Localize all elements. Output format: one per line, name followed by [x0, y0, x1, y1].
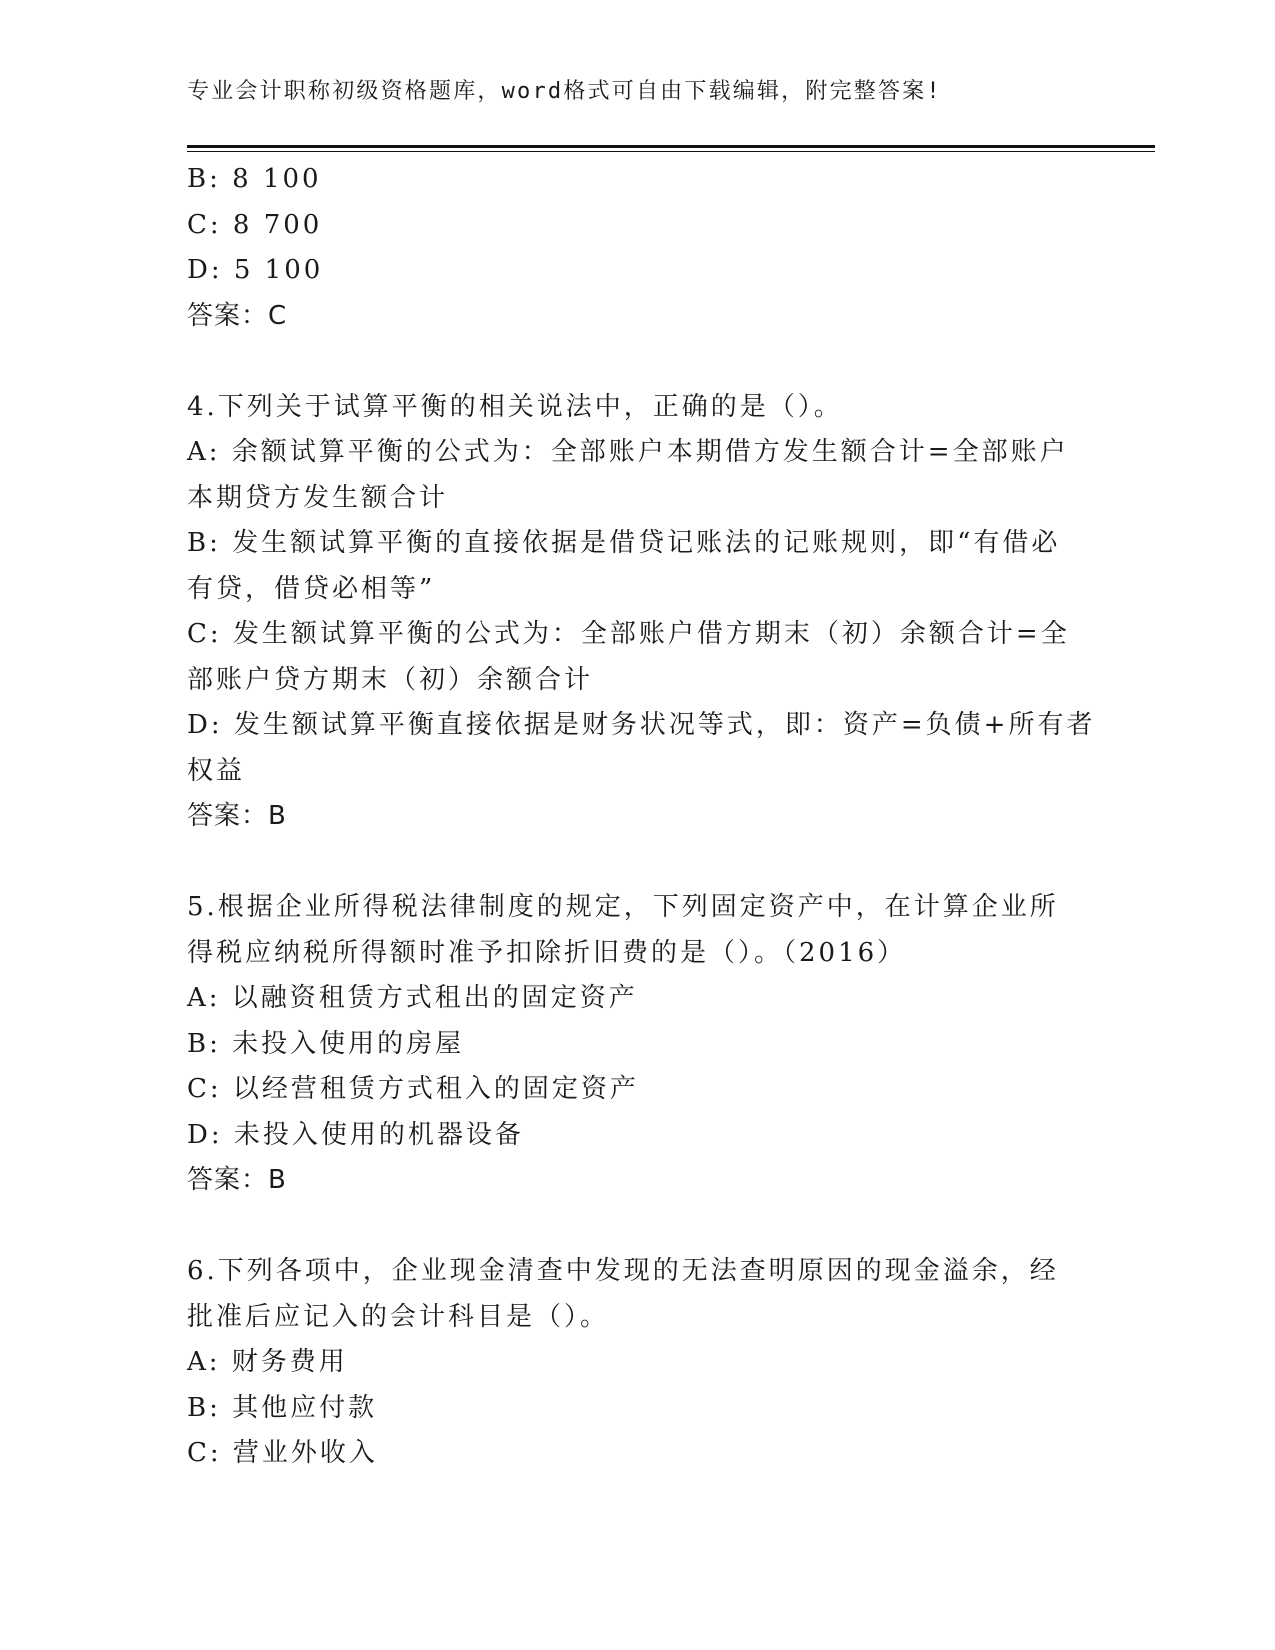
question-stem: 5.根据企业所得税法律制度的规定，下列固定资产中，在计算企业所 — [187, 892, 1059, 922]
answer-line: 答案：B — [187, 1165, 287, 1195]
option-d-continued: 权益 — [187, 755, 246, 786]
option-c: C: 以经营租赁方式租入的固定资产 — [187, 1074, 639, 1104]
option-d: D: 5 100 — [187, 255, 324, 285]
option-d: D: 发生额试算平衡直接依据是财务状况等式，即：资产=负债+所有者 — [187, 710, 1096, 740]
header-rule-thick — [187, 145, 1155, 148]
option-a: A: 余额试算平衡的公式为：全部账户本期借方发生额合计=全部账户 — [187, 437, 1069, 467]
option-c-continued: 部账户贷方期末（初）余额合计 — [187, 664, 594, 695]
question-5 — [187, 885, 1067, 1204]
answer-line: 答案：C — [187, 300, 288, 331]
option-d: D: 未投入使用的机器设备 — [187, 1119, 524, 1150]
header-rule-thin — [187, 151, 1155, 152]
option-b: B: 发生额试算平衡的直接依据是借贷记账法的记账规则，即“有借必 — [187, 528, 1061, 558]
question-6 — [187, 1249, 1067, 1477]
spacer — [187, 840, 1067, 886]
option-b-continued: 有贷，借贷必相等” — [187, 573, 436, 604]
option-c: C: 8 700 — [187, 209, 323, 240]
question-3-tail — [187, 157, 1067, 339]
spacer — [187, 339, 1067, 385]
question-stem-continued: 批准后应记入的会计科目是（）。 — [187, 1301, 610, 1332]
spacer — [187, 1204, 1067, 1250]
option-b: B: 其他应付款 — [187, 1392, 378, 1423]
question-stem-continued: 得税应纳税所得额时准予扣除折旧费的是（）。（2016） — [187, 937, 907, 968]
answer-line: 答案：B — [187, 801, 287, 831]
option-b: B: 未投入使用的房屋 — [187, 1028, 465, 1059]
option-a: A: 以融资租赁方式租出的固定资产 — [187, 983, 638, 1013]
option-c: C: 营业外收入 — [187, 1438, 378, 1468]
option-b: B: 8 100 — [187, 164, 322, 194]
option-a-continued: 本期贷方发生额合计 — [187, 482, 449, 513]
question-content — [187, 157, 1096, 1477]
page-header: 专业会计职称初级资格题库，word格式可自由下载编辑，附完整答案! — [187, 79, 942, 104]
option-c: C: 发生额试算平衡的公式为：全部账户借方期末（初）余额合计=全 — [187, 619, 1070, 649]
option-a: A: 财务费用 — [187, 1347, 348, 1377]
question-stem: 4.下列关于试算平衡的相关说法中，正确的是（）。 — [187, 391, 843, 422]
question-stem: 6.下列各项中，企业现金清查中发现的无法查明原因的现金溢余，经 — [187, 1256, 1059, 1286]
question-4 — [187, 385, 1096, 840]
